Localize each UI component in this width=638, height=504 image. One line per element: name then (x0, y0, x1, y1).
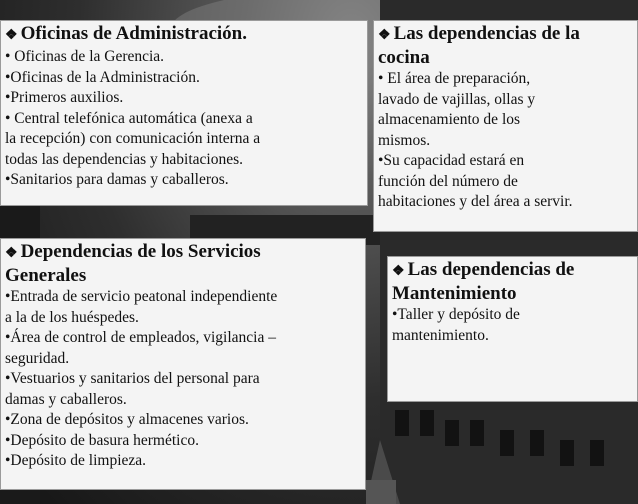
list-item: mantenimiento. (392, 326, 489, 344)
list-item: •Su capacidad estará en (378, 152, 525, 169)
list-item: todas las dependencias y habitaciones. (5, 150, 244, 168)
list-item: •Taller y depósito de (392, 306, 520, 323)
list-item: lavado de vajillas, ollas y (378, 90, 536, 108)
bullet-icon: ❖ (5, 28, 18, 43)
bullet-icon: ❖ (392, 264, 405, 279)
list-item: •Oficinas de la Administración. (5, 68, 200, 86)
list-item: •Depósito de basura hermético. (5, 431, 199, 449)
section-title (5, 23, 363, 47)
section-title-text: Las dependencias de la (393, 23, 580, 44)
list-item: damas y caballeros. (5, 390, 127, 408)
list-item: almacenamiento de los (378, 111, 521, 128)
bullet-icon: ❖ (378, 28, 391, 43)
list-item: mismos. (378, 131, 431, 149)
section-servicios-generales (0, 238, 366, 490)
section-title (5, 241, 361, 265)
section-title (378, 23, 633, 47)
list-item: la recepción) con comunicación interna a (5, 130, 261, 147)
list-item: •Sanitarios para damas y caballeros. (5, 171, 229, 188)
section-title-text: Las dependencias de (407, 259, 575, 280)
list-item: •Zona de depósitos y almacenes varios. (5, 411, 249, 428)
list-item: •Entrada de servicio peatonal independiente (5, 288, 278, 305)
section-title-text: Dependencias de los Servicios (20, 241, 261, 262)
list-item: a la de los huéspedes. (5, 308, 139, 326)
section-title-continued: Generales (5, 265, 87, 286)
section-title-text: Oficinas de Administración. (20, 23, 247, 44)
list-item: •Vestuarios y sanitarios del personal para (5, 370, 260, 387)
list-item: •Primeros auxilios. (5, 89, 124, 106)
list-item: habitaciones y del área a servir. (378, 193, 573, 210)
list-item: función del número de (378, 172, 518, 190)
list-item: • Central telefónica automática (anexa a (5, 109, 253, 127)
section-dependencias-mantenimiento (387, 256, 638, 402)
section-dependencias-cocina (373, 20, 638, 232)
list-item: •Área de control de empleados, vigilancia – (5, 329, 276, 346)
list-item: seguridad. (5, 349, 70, 367)
section-title (392, 259, 633, 283)
section-title-continued: cocina (378, 47, 430, 68)
list-item: • Oficinas de la Gerencia. (5, 48, 165, 65)
list-item: •Depósito de limpieza. (5, 452, 147, 469)
bullet-icon: ❖ (5, 246, 18, 261)
section-oficinas-administracion (0, 20, 368, 206)
section-title-continued: Mantenimiento (392, 283, 517, 304)
list-item: • El área de preparación, (378, 70, 531, 87)
